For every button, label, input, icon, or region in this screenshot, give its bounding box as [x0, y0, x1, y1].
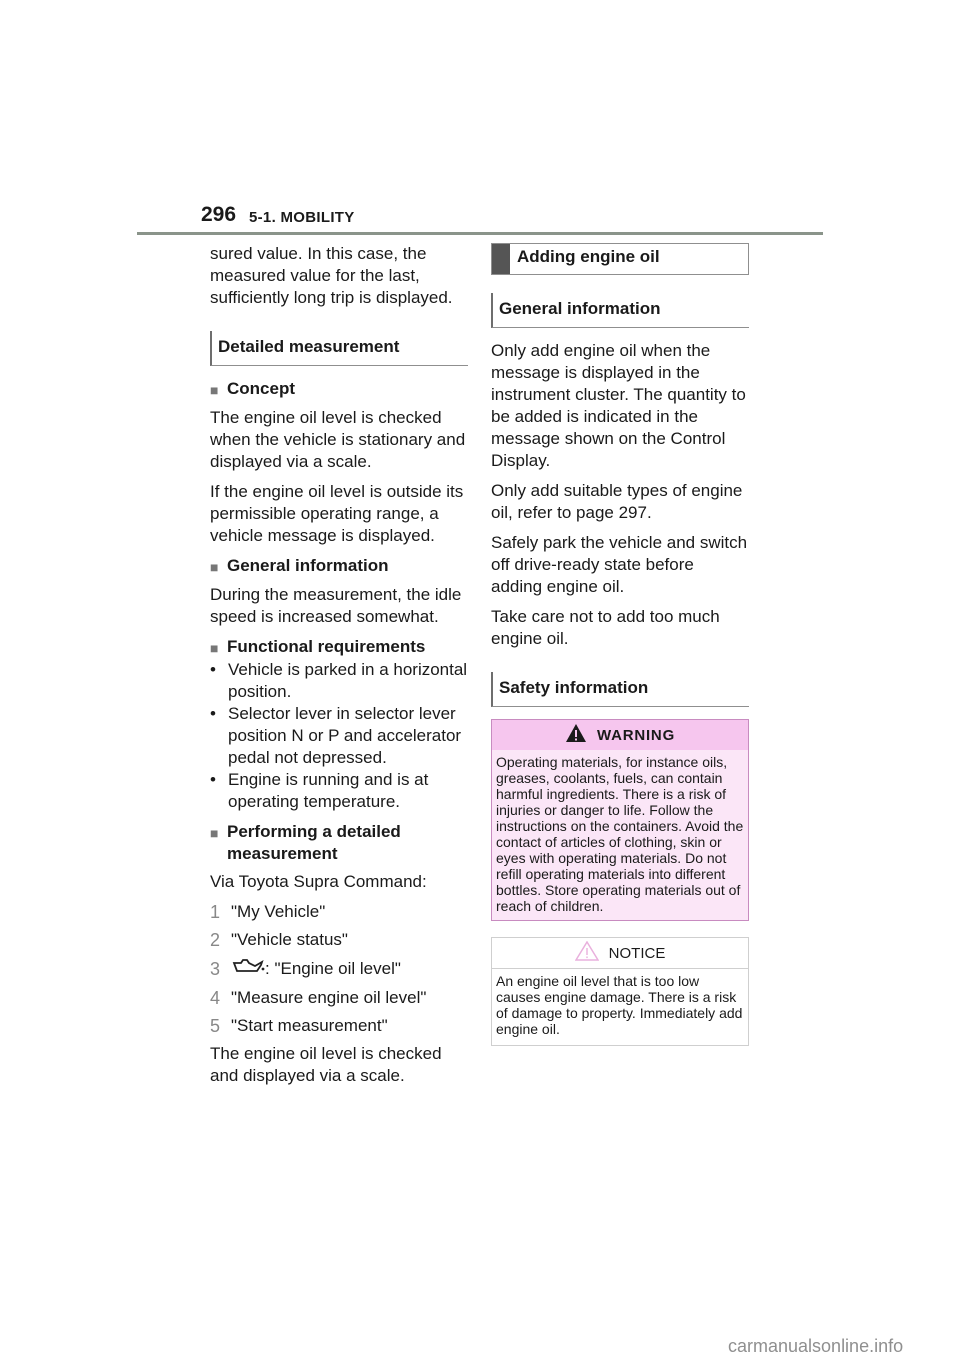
intro-paragraph: sured value. In this case, the measured value for the last, sufficiently long trip is displayed.	[210, 244, 453, 307]
heading-adding-engine-oil: Adding engine oil	[517, 247, 660, 266]
command-intro: Via Toyota Supra Command:	[210, 872, 427, 891]
square-bullet-icon: ■	[210, 825, 219, 841]
square-bullet-icon: ■	[210, 382, 219, 398]
notice-box	[491, 937, 749, 1046]
right-column	[491, 243, 749, 1046]
notice-text: An engine oil level that is too low causes engine damage. There is a risk of damage to property. Immediately add engine oil.	[496, 973, 743, 1037]
square-bullet-icon: ■	[210, 559, 219, 575]
subhead-detailed-measurement: Detailed measurement	[210, 331, 468, 366]
watermark: carmanualsonline.info	[728, 1336, 904, 1356]
adding-paragraph-2: Only add suitable types of engine oil, refer to page 297.	[491, 481, 743, 522]
adding-paragraph-1: Only add engine oil when the message is displayed in the instrument cluster. The quantity to be added is indicated in the message shown on the Control Display.	[491, 341, 746, 470]
page-header	[0, 0, 960, 240]
list-item: • Engine is running and is at operating temperature.	[210, 770, 429, 811]
topic-performing-measurement	[210, 821, 468, 865]
oil-can-icon	[231, 957, 265, 981]
heading-bar	[492, 244, 510, 274]
topic-functional-requirements	[210, 636, 468, 659]
section-heading-box	[491, 243, 749, 275]
page-number: 296	[201, 203, 237, 226]
square-bullet-icon: ■	[210, 640, 219, 656]
topic-title: Functional requirements	[227, 637, 426, 656]
measurement-outro: The engine oil level is checked and displayed via a scale.	[210, 1044, 442, 1085]
notice-label: NOTICE	[608, 944, 666, 962]
subhead-safety-information: Safety information	[491, 672, 749, 707]
step-5: 5 "Start measurement"	[210, 1016, 388, 1036]
warning-triangle-icon	[565, 723, 587, 747]
warning-label: WARNING	[596, 726, 676, 744]
step-1: 1 "My Vehicle"	[210, 902, 326, 922]
concept-paragraph-1: The engine oil level is checked when the vehicle is stationary and displayed via a scale.	[210, 408, 466, 471]
warning-box	[491, 719, 749, 921]
concept-paragraph-2: If the engine oil level is outside its permissible operating range, a vehicle message is displayed.	[210, 482, 464, 545]
step-3: 3 : "Engine oil level"	[210, 959, 401, 979]
topic-concept	[210, 378, 468, 401]
general-paragraph: During the measurement, the idle speed is increased somewhat.	[210, 585, 462, 626]
subhead-general-information: General information	[491, 293, 749, 328]
left-column	[210, 243, 468, 1095]
requirements-list	[210, 659, 468, 813]
topic-title: Concept	[227, 379, 295, 398]
topic-general-information	[210, 555, 468, 578]
list-item: • Vehicle is parked in a horizontal position.	[210, 660, 468, 701]
warning-header	[492, 720, 748, 750]
adding-paragraph-3: Safely park the vehicle and switch off drive-ready state before adding engine oil.	[491, 533, 748, 596]
notice-triangle-icon	[575, 941, 599, 965]
section-title: 5-1. MOBILITY	[249, 209, 355, 226]
topic-title: General information	[227, 556, 389, 575]
step-4: 4 "Measure engine oil level"	[210, 988, 427, 1008]
notice-header	[492, 938, 748, 969]
warning-text: Operating materials, for instance oils, greases, coolants, fuels, can contain harmful ingredients. There is a risk of injuries or danger to life. Follow the instructions on the containers. Avoid the contact of articles of clothing, skin or eyes with operating materials. Do not refill operating materials into different bottles. Store operating materials out of reach of children.	[492, 750, 748, 920]
header-divider	[137, 232, 823, 235]
step-2: 2 "Vehicle status"	[210, 930, 348, 950]
list-item: • Selector lever in selector lever position N or P and accelerator pedal not depressed.	[210, 704, 462, 767]
adding-paragraph-4: Take care not to add too much engine oil.	[491, 607, 720, 648]
topic-title: Performing a detailed measurement	[227, 822, 401, 863]
